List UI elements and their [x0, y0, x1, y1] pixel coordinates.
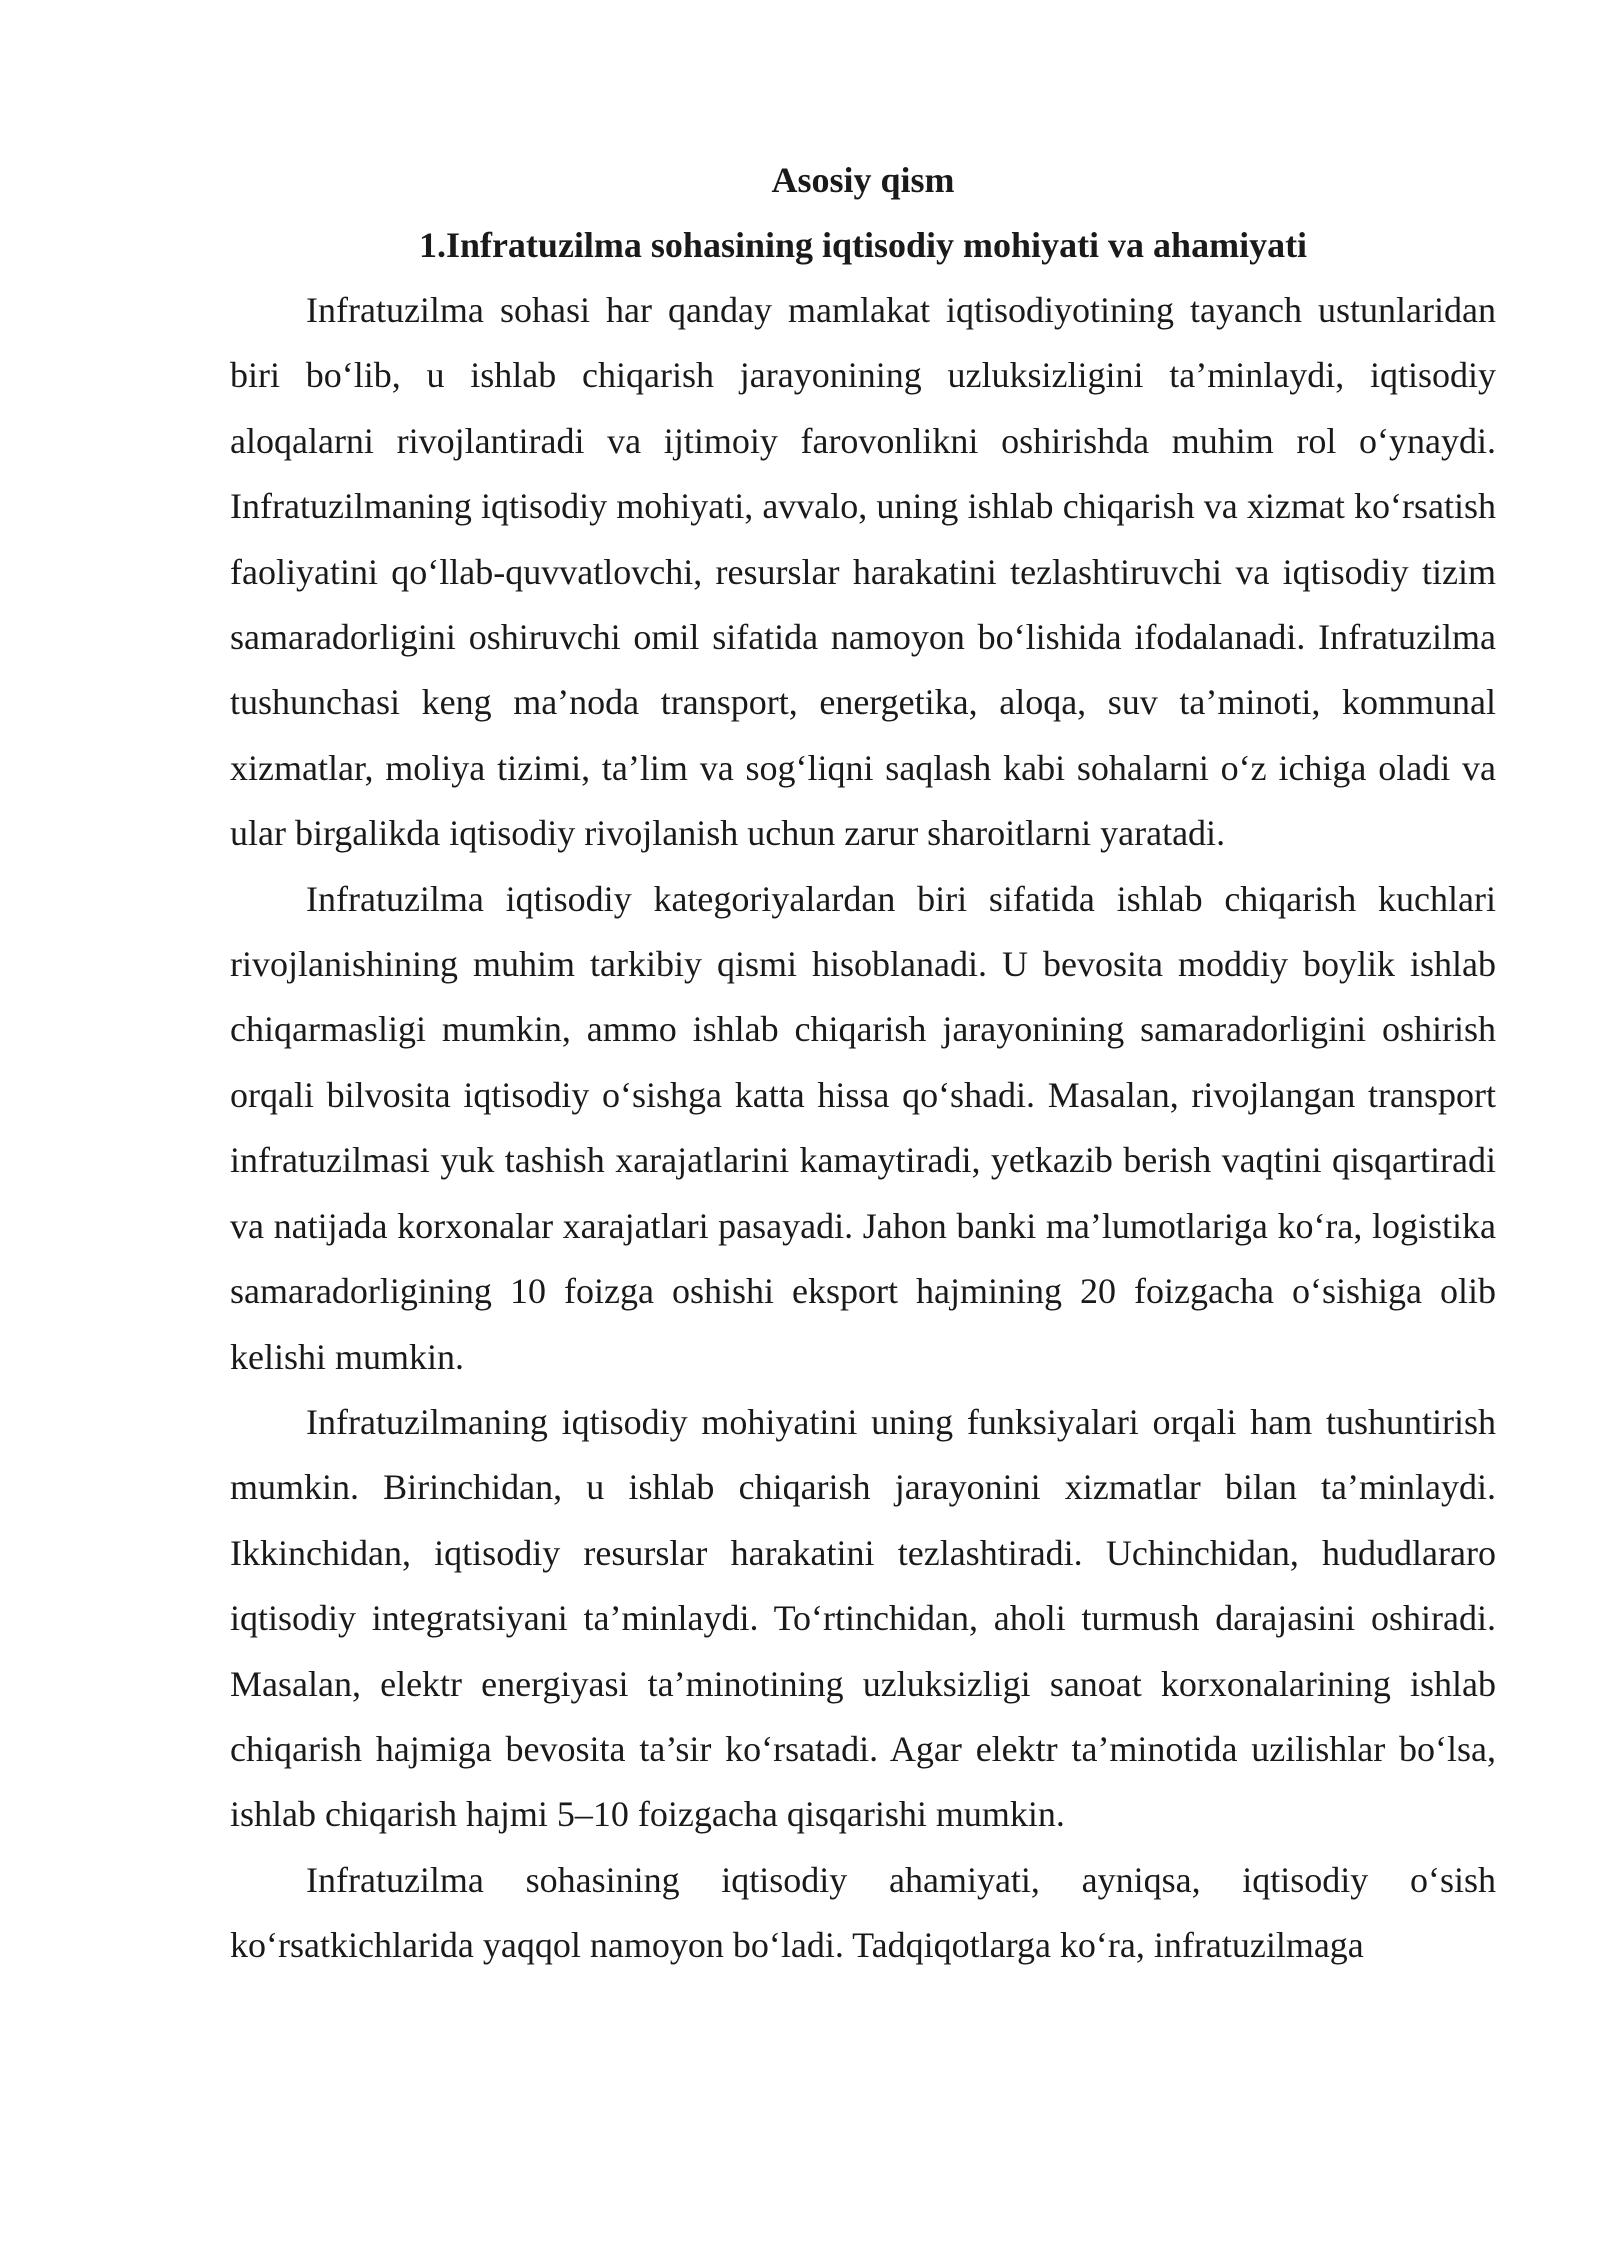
paragraph-2: Infratuzilma iqtisodiy kategoriyalardan biri sifatida ishlab chiqarish kuchlari rivojlanishining muhim tarkibiy qismi hisoblanadi. U bevosita moddiy boylik ishlab chiqarmasligi mumkin, ammo ishlab chiqarish jarayonining samaradorligini oshirish orqali bilvosita iqtisodiy o‘sishga katta hissa qo‘shadi. Masalan, rivojlangan transport infratuzilmasi yuk tashish xarajatlarini kamaytiradi, yetkazib berish vaqtini qisqartiradi va natijada korxonalar xarajatlari pasayadi. Jahon banki ma’lumotlariga ko‘ra, logistika samaradorligining 10 foizga oshishi eksport hajmining 20 foizgacha o‘sishiga olib kelishi mumkin.	[230, 878, 1496, 1377]
paragraph-3: Infratuzilmaning iqtisodiy mohiyatini uning funksiyalari orqali ham tushuntirish mumkin. Birinchidan, u ishlab chiqarish jarayonini xizmatlar bilan ta’minlaydi. Ikkinchidan, iqtisodiy resurslar harakatini tezlashtiradi. Uchinchidan, hududlararo iqtisodiy integratsiyani ta’minlaydi. To‘rtinchidan, aholi turmush darajasini oshiradi. Masalan, elektr energiyasi ta’minotining uzluksizligi sanoat korxonalarining ishlab chiqarish hajmiga bevosita ta’sir ko‘rsatadi. Agar elektr ta’minotida uzilishlar bo‘lsa, ishlab chiqarish hajmi 5–10 foizgacha qisqarishi mumkin.	[230, 1401, 1496, 1835]
section-title: Asosiy qism	[771, 160, 955, 200]
chapter-heading: 1.Infratuzilma sohasining iqtisodiy mohiyati va ahamiyati	[418, 225, 1308, 265]
paragraph-1: Infratuzilma sohasi har qanday mamlakat iqtisodiyotining tayanch ustunlaridan biri bo‘lib, u ishlab chiqarish jarayonining uzluksizligini ta’minlaydi, iqtisodiy aloqalarni rivojlantiradi va ijtimoiy farovonlikni oshirishda muhim rol o‘ynaydi. Infratuzilmaning iqtisodiy mohiyati, avvalo, uning ishlab chiqarish va xizmat ko‘rsatish faoliyatini qo‘llab-quvvatlovchi, resurslar harakatini tezlashtiruvchi va iqtisodiy tizim samaradorligini oshiruvchi omil sifatida namoyon bo‘lishida ifodalanadi. Infratuzilma tushunchasi keng ma’noda transport, energetika, aloqa, suv ta’minoti, kommunal xizmatlar, moliya tizimi, ta’lim va sog‘liqni saqlash kabi sohalarni o‘z ichiga oladi va ular birgalikda iqtisodiy rivojlanish uchun zarur sharoitlarni yaratadi.	[230, 290, 1496, 854]
paragraph-4: Infratuzilma sohasining iqtisodiy ahamiyati, ayniqsa, iqtisodiy o‘sish ko‘rsatkichlarida yaqqol namoyon bo‘ladi. Tadqiqotlarga ko‘ra, infratuzilmaga	[230, 1859, 1496, 1966]
document-page	[230, 148, 1496, 1979]
